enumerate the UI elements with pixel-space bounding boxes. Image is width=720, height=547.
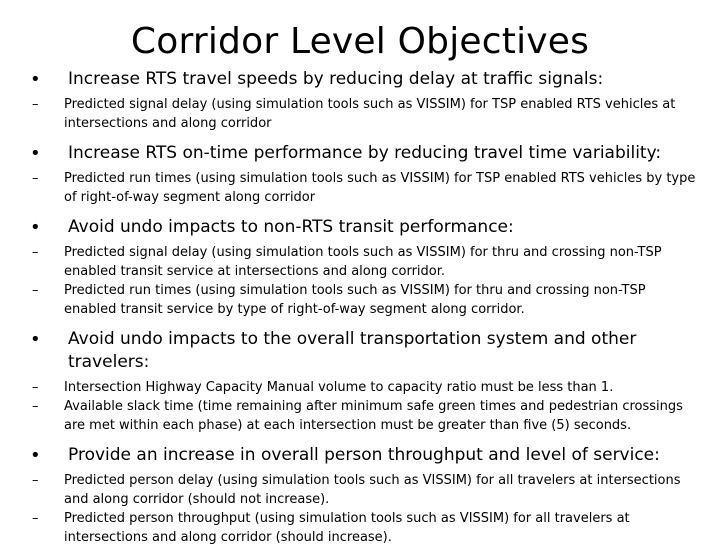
sub-item	[32, 281, 700, 319]
objective-bullet	[30, 216, 700, 239]
sub-text: Predicted run times (using simulation tools such as VISSIM) for TSP enabled RTS vehicles by type of right-of-way segment along corridor	[64, 171, 696, 205]
objective-text: Increase RTS on-time performance by reducing travel time variability:	[68, 143, 662, 163]
objective-text: Avoid undo impacts to non-RTS transit performance:	[68, 217, 514, 237]
objectives-list	[30, 68, 700, 547]
sub-item	[32, 471, 700, 509]
sub-list	[30, 169, 700, 207]
bullet-icon: •	[30, 143, 41, 164]
bullet-icon: •	[30, 329, 41, 350]
dash-icon: –	[32, 171, 39, 186]
sub-text: Predicted person throughput (using simulation tools such as VISSIM) for all travelers at intersections and along corridor (should increase).	[64, 511, 630, 545]
dash-icon: –	[32, 283, 39, 298]
bullet-icon: •	[30, 217, 41, 238]
sub-list	[30, 95, 700, 133]
sub-item	[32, 378, 700, 397]
sub-item	[32, 397, 700, 435]
sub-list	[30, 243, 700, 319]
sub-list	[30, 378, 700, 435]
objective-bullet	[30, 328, 700, 374]
sub-item	[32, 243, 700, 281]
bullet-icon: •	[30, 69, 41, 90]
sub-text: Predicted run times (using simulation tools such as VISSIM) for thru and crossing non-TSP enabled transit service by type of right-of-way segment along corridor.	[64, 283, 646, 317]
objective-1	[30, 68, 700, 133]
dash-icon: –	[32, 97, 39, 112]
dash-icon: –	[32, 473, 39, 488]
dash-icon: –	[32, 380, 39, 395]
objective-5	[30, 444, 700, 547]
objective-bullet	[30, 142, 700, 165]
objective-text: Increase RTS travel speeds by reducing delay at traffic signals:	[68, 69, 604, 89]
objective-4	[30, 328, 700, 435]
objective-text: Avoid undo impacts to the overall transportation system and other travelers:	[68, 329, 637, 372]
sub-text: Predicted signal delay (using simulation tools such as VISSIM) for thru and crossing non-TSP enabled transit service at intersections and along corridor.	[64, 245, 662, 279]
sub-item	[32, 509, 700, 547]
sub-list	[30, 471, 700, 547]
sub-text: Predicted signal delay (using simulation tools such as VISSIM) for TSP enabled RTS vehicles at intersections and along corridor	[64, 97, 676, 131]
sub-text: Predicted person delay (using simulation tools such as VISSIM) for all travelers at intersections and along corridor (should not increase).	[64, 473, 681, 507]
sub-text: Intersection Highway Capacity Manual volume to capacity ratio must be less than 1.	[64, 380, 614, 395]
bullet-icon: •	[30, 445, 41, 466]
sub-text: Available slack time (time remaining after minimum safe green times and pedestrian crossings are met within each phase) at each intersection must be greater than five (5) seconds.	[64, 399, 683, 433]
objective-3	[30, 216, 700, 319]
objective-2	[30, 142, 700, 207]
slide-title: Corridor Level Objectives	[130, 21, 590, 62]
objective-bullet	[30, 68, 700, 91]
dash-icon: –	[32, 399, 39, 414]
sub-item	[32, 169, 700, 207]
objective-bullet	[30, 444, 700, 467]
objective-text: Provide an increase in overall person throughput and level of service:	[68, 445, 660, 465]
dash-icon: –	[32, 245, 39, 260]
sub-item	[32, 95, 700, 133]
dash-icon: –	[32, 511, 39, 526]
